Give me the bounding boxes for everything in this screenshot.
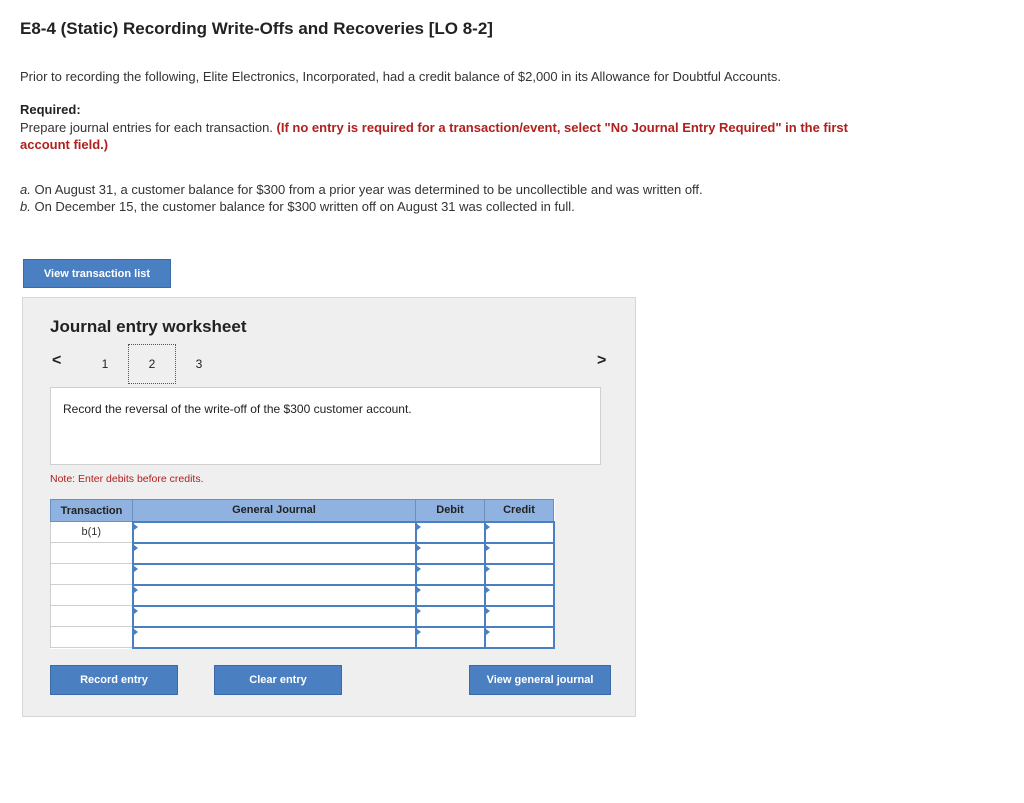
debit-input[interactable]: [416, 606, 485, 627]
prev-arrow-icon[interactable]: <: [52, 352, 62, 369]
required-heading: Required:: [20, 102, 81, 117]
table-row: [51, 564, 554, 585]
table-row: [51, 606, 554, 627]
journal-entry-worksheet: [22, 297, 636, 717]
item-label: a.: [20, 182, 31, 197]
entry-description: Record the reversal of the write-off of the $300 customer account.: [63, 402, 412, 416]
debit-input[interactable]: [416, 543, 485, 564]
credit-input[interactable]: [485, 606, 554, 627]
worksheet-title: Journal entry worksheet: [50, 317, 247, 336]
table-row: [51, 627, 554, 648]
transaction-cell: [51, 627, 133, 648]
debit-input[interactable]: [416, 522, 485, 543]
transaction-item-a: [20, 182, 703, 197]
table-row: [51, 522, 554, 543]
clear-entry-button[interactable]: Clear entry: [214, 665, 342, 695]
credit-input[interactable]: [485, 585, 554, 606]
credit-input[interactable]: [485, 522, 554, 543]
credit-input[interactable]: [485, 543, 554, 564]
account-input[interactable]: [133, 585, 416, 606]
required-instruction: Prepare journal entries for each transaction.: [20, 120, 273, 135]
item-label: b.: [20, 199, 31, 214]
debit-input[interactable]: [416, 585, 485, 606]
intro-text: Prior to recording the following, Elite Electronics, Incorporated, had a credit balance of $2,000 in its Allowance for Doubtful Accounts.: [20, 69, 781, 84]
page-3[interactable]: 3: [195, 357, 203, 371]
table-row: [51, 585, 554, 606]
page-title: E8-4 (Static) Recording Write-Offs and Recoveries [LO 8-2]: [20, 19, 493, 38]
record-entry-button[interactable]: Record entry: [50, 665, 178, 695]
account-input[interactable]: [133, 627, 416, 648]
page-2[interactable]: 2: [128, 344, 176, 384]
debits-note: Note: Enter debits before credits.: [50, 473, 204, 485]
page-1[interactable]: 1: [101, 357, 109, 371]
item-text: On August 31, a customer balance for $300 from a prior year was determined to be uncollectible and was written off.: [34, 182, 703, 197]
credit-input[interactable]: [485, 627, 554, 648]
col-credit: Credit: [485, 500, 554, 522]
next-arrow-icon[interactable]: >: [597, 352, 607, 369]
col-general-journal: General Journal: [133, 500, 416, 522]
transaction-cell: [51, 585, 133, 606]
table-row: [51, 543, 554, 564]
transaction-cell: [51, 564, 133, 585]
debit-input[interactable]: [416, 564, 485, 585]
required-warning: (If no entry is required for a transaction/event, select "No Journal Entry Required" in the first account field.): [20, 120, 848, 152]
col-debit: Debit: [416, 500, 485, 522]
transaction-cell: b(1): [51, 522, 133, 543]
col-transaction: Transaction: [51, 500, 133, 522]
credit-input[interactable]: [485, 564, 554, 585]
transaction-cell: [51, 606, 133, 627]
required-text: [20, 119, 890, 153]
debit-input[interactable]: [416, 627, 485, 648]
account-input[interactable]: [133, 543, 416, 564]
transaction-item-b: [20, 199, 575, 214]
view-general-journal-button[interactable]: View general journal: [469, 665, 611, 695]
entry-description-box: [50, 387, 601, 465]
transaction-cell: [51, 543, 133, 564]
account-input[interactable]: [133, 564, 416, 585]
account-input[interactable]: [133, 522, 416, 543]
journal-table: [50, 499, 555, 649]
item-text: On December 15, the customer balance for $300 written off on August 31 was collected in full.: [34, 199, 575, 214]
table-header-row: [51, 500, 554, 522]
account-input[interactable]: [133, 606, 416, 627]
view-transaction-list-button[interactable]: View transaction list: [23, 259, 171, 288]
